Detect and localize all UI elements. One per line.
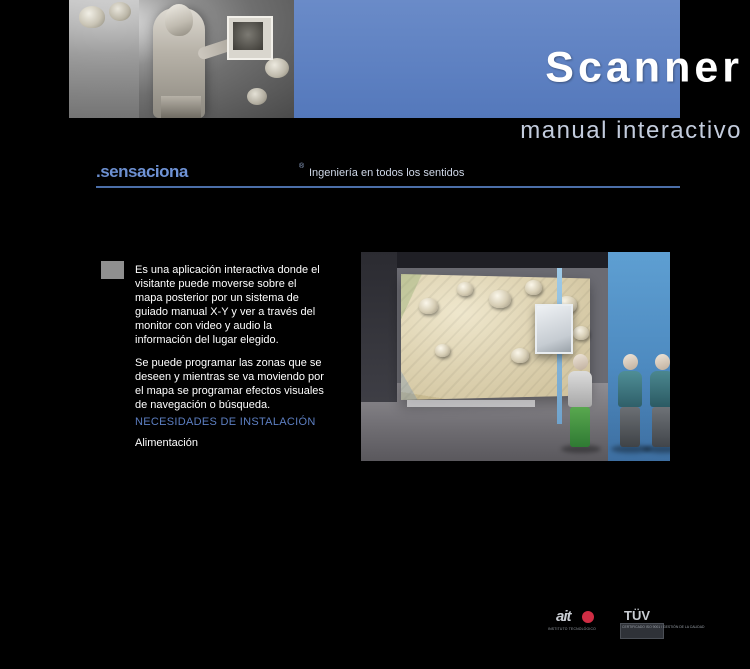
tuv-logo xyxy=(614,608,705,640)
footer-logos xyxy=(548,608,705,642)
figure-torso xyxy=(568,371,592,407)
brand-logo xyxy=(96,162,188,182)
ait-logo-mark: ait xyxy=(556,608,571,625)
photo-screen-display xyxy=(233,22,263,50)
scene-skull-icon xyxy=(435,344,450,357)
scene-visitor-figure xyxy=(649,354,670,447)
scene-left-wall xyxy=(361,252,397,402)
figure-torso xyxy=(618,371,642,407)
scene-monitor xyxy=(535,304,573,354)
tuv-logo-mark: TÜV xyxy=(624,608,650,623)
photo-skull-icon xyxy=(79,6,105,28)
scene-visitor-figure xyxy=(617,354,643,447)
description-text xyxy=(135,263,325,412)
registered-mark-icon: ® xyxy=(299,163,305,170)
scene-skull-icon xyxy=(525,280,542,295)
scene-skull-icon xyxy=(489,290,511,308)
figure-legs xyxy=(620,407,640,447)
brand-bar xyxy=(96,162,680,186)
page-title: Scanner xyxy=(545,43,743,92)
scene-visitor-figure xyxy=(567,354,593,447)
ait-logo-subtitle: INSTITUTO TECNOLÓGICO xyxy=(548,627,596,631)
bullet-square-icon xyxy=(101,261,124,279)
header-photo xyxy=(69,0,294,118)
scene-skull-icon xyxy=(573,326,589,340)
page-subtitle: manual interactivo xyxy=(520,117,742,144)
figure-torso xyxy=(650,371,670,407)
ait-logo xyxy=(548,608,600,640)
figure-legs xyxy=(570,407,590,447)
photo-skull-icon xyxy=(109,2,131,21)
photo-skull-icon xyxy=(265,58,289,78)
tuv-logo-subtitle: CERTIFICADO ISO 9001 / GESTIÓN DE LA CALIDAD xyxy=(622,625,705,629)
requirements-item: Alimentación xyxy=(135,437,198,449)
scene-skull-icon xyxy=(419,298,438,314)
scene-caption-panel xyxy=(407,400,535,407)
illustration-render xyxy=(361,252,670,461)
ait-logo-dot-icon xyxy=(582,611,594,623)
brand-name-part2: aciona xyxy=(136,162,188,181)
figure-legs xyxy=(652,407,670,447)
brand-name-part1: .sens xyxy=(96,162,137,181)
scene-skull-icon xyxy=(511,348,529,363)
description-paragraph: Es una aplicación interactiva donde el visitante puede moverse sobre el mapa posterior por un sistema de guiado manual X-Y y ver a través del monitor con video y audio la información del lugar elegido. xyxy=(135,264,320,346)
page-header xyxy=(0,0,750,150)
figure-head xyxy=(655,354,670,370)
requirements-heading: NECESIDADES DE INSTALACIÓN xyxy=(135,416,316,428)
photo-mannequin-legs xyxy=(161,96,201,118)
figure-head xyxy=(573,354,588,370)
photo-mannequin-head xyxy=(165,4,193,36)
brand-divider xyxy=(96,186,680,188)
photo-skull-icon xyxy=(247,88,267,105)
brand-tagline: Ingeniería en todos los sentidos xyxy=(309,167,465,179)
scene-skull-icon xyxy=(457,282,473,296)
figure-head xyxy=(623,354,638,370)
description-paragraph: Se puede programar las zonas que se deseen y mientras se va moviendo por el mapa se programar efectos visuales de navegación o búsqueda. xyxy=(135,357,324,411)
